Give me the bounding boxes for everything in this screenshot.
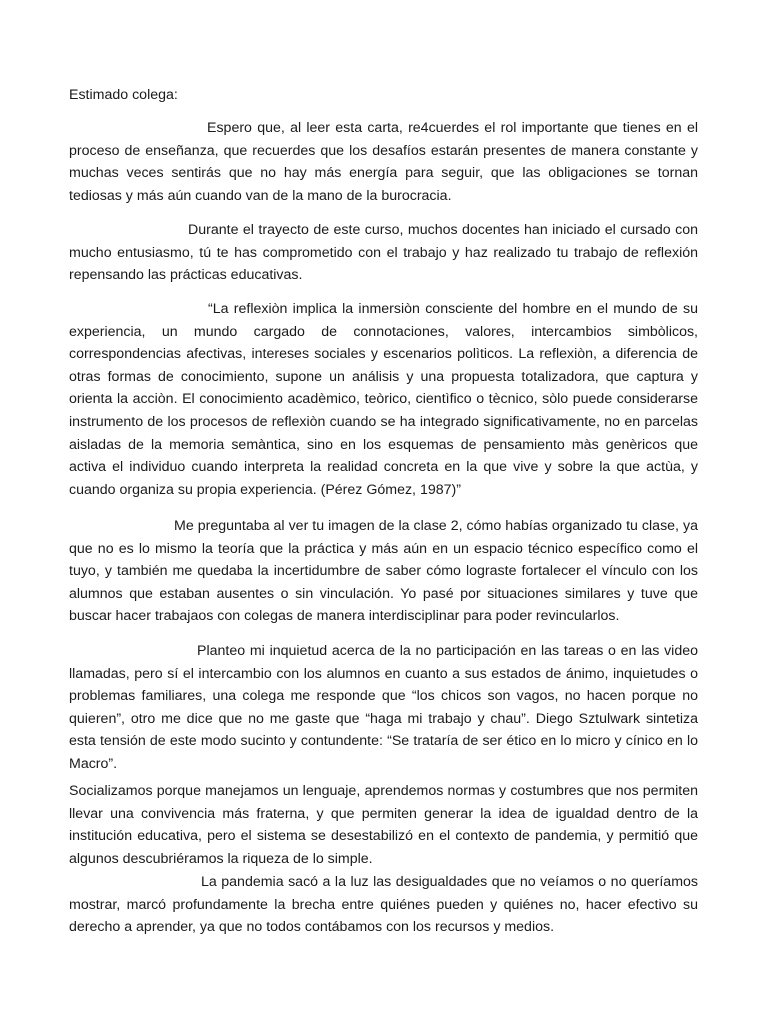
paragraph-2-block <box>69 219 698 287</box>
paragraph-4: Me preguntaba al ver tu imagen de la clase 2, cómo habías organizado tu clase, ya que no es lo mismo la teoría que la práctica y más aún en un espacio técnico específico como el tuyo, y también me quedaba la incertidumbre de saber cómo lograste fortalecer el vínculo con los alumnos que estaban ausentes o sin vinculación. Yo pasé por situaciones similares y tuve que buscar hacer trabajaos con colegas de manera interdisciplinar para poder revincularlos. <box>69 518 698 625</box>
quote-paragraph: “La reflexiòn implica la inmersiòn consciente del hombre en el mundo de su experiencia, un mundo cargado de connotaciones, valores, intercambios simbòlicos, correspondencias afectivas, intereses sociales y escenarios polìticos. La reflexiòn, a diferencia de otras formas de conocimiento, supone un análisis y una propuesta totalizadora, que captura y orienta la acciòn. El conocimiento acadèmico, teòrico, cientìfico o tècnico, sòlo puede considerarse instrumento de los procesos de reflexiòn cuando se ha integrado significativamente, no en parcelas aisladas de la memoria semàntica, sino en los esquemas de pensamiento màs genèricos que activa el individuo cuando interpreta la realidad concreta en la que vive y sobre la que actùa, y cuando organiza su propia experiencia. (Pérez Gómez, 1987)” <box>69 301 698 498</box>
paragraph-7-block <box>69 871 698 939</box>
paragraph-1: Espero que, al leer esta carta, re4cuerdes el rol importante que tienes en el proceso de enseñanza, que recuerdes que los desafíos estarán presentes de manera constante y muchas veces sentirás que no hay más energía para seguir, que las obligaciones se tornan tediosas y más aún cuando van de la mano de la burocracia. <box>69 120 698 204</box>
paragraph-6: Socializamos porque manejamos un lenguaje, aprendemos normas y costumbres que nos permiten llevar una convivencia más fraterna, y que permiten generar la idea de igualdad dentro de la institución educativa, pero el sistema se desestabilizó en el contexto de pandemia, y permitió que algunos descubriéramos la riqueza de lo simple. <box>69 783 698 867</box>
letter-greeting: Estimado colega: <box>69 87 178 103</box>
paragraph-7: La pandemia sacó a la luz las desigualdades que no veíamos o no queríamos mostrar, marcó profundamente la brecha entre quiénes pueden y quiénes no, hacer efectivo su derecho a aprender, ya que no todos contábamos con los recursos y medios. <box>69 874 698 936</box>
paragraph-1-block <box>69 117 698 207</box>
paragraph-5-block <box>69 640 698 776</box>
paragraph-6-block <box>69 780 698 870</box>
paragraph-4-block <box>69 515 698 628</box>
paragraph-2: Durante el trayecto de este curso, muchos docentes han iniciado el cursado con mucho entusiasmo, tú te has comprometido con el trabajo y haz realizado tu trabajo de reflexión repensando las prácticas educativas. <box>69 222 698 284</box>
paragraph-5: Planteo mi inquietud acerca de la no participación en las tareas o en las video llamadas, pero sí el intercambio con los alumnos en cuanto a sus estados de ánimo, inquietudes o problemas familiares, una colega me responde que “los chicos son vagos, no hacen porque no quieren”, otro me dice que no me gaste que “haga mi trabajo y chau”. Diego Sztulwark sintetiza esta tensión de este modo sucinto y contundente: “Se trataría de ser ético en lo micro y cínico en lo Macro”. <box>69 643 698 772</box>
quote-block <box>69 298 698 501</box>
